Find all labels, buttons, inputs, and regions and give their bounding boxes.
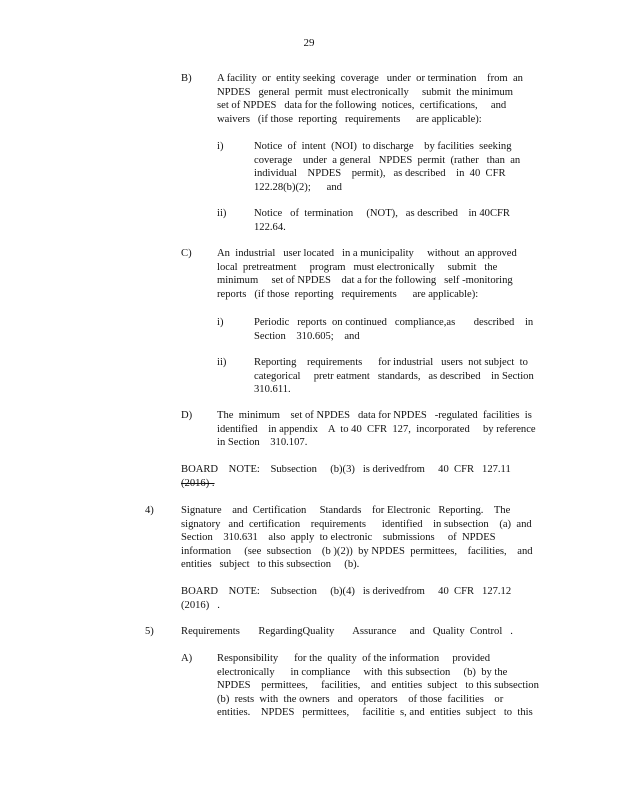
item-label: ii) — [217, 357, 227, 368]
item-label: 4) — [145, 505, 154, 516]
text-line: electronically in compliance with this subsection (b) by the — [217, 666, 508, 678]
text-line: A facility or entity seeking coverage under or termination from an — [217, 73, 523, 84]
item-text — [254, 207, 544, 234]
item-label: 5) — [145, 626, 154, 637]
text-line: 122.28(b)(2); and — [254, 181, 342, 193]
text-line: Section 310.605; and — [254, 330, 360, 342]
text-line: Notice of intent (NOI) to discharge by facilities seeking — [254, 141, 512, 152]
item-label: D) — [181, 410, 193, 421]
item-label: ii) — [217, 208, 227, 219]
item-label: i) — [217, 141, 224, 152]
text-line: local pretreatment program must electronically submit the — [217, 261, 498, 273]
text-line: information (see subsection (b )(2)) by NPDES permittees, facilities, and — [181, 545, 533, 557]
text-line: (2016) . — [181, 599, 220, 611]
item-text — [181, 625, 521, 639]
text-line: Responsibility for the quality of the information provided — [217, 653, 491, 664]
note-text — [181, 463, 521, 490]
item-text — [217, 652, 547, 720]
text-line: reports (if those reporting requirements are applicable): — [217, 288, 479, 300]
text-line: set of NPDES data for the following notices, certifications, and — [217, 100, 507, 111]
item-label: B) — [181, 73, 192, 84]
text-line: Section 310.631 also apply to electronic submissions of NPDES — [181, 532, 496, 543]
note-text — [181, 585, 521, 612]
text-line: waivers (if those reporting requirements are applicable): — [217, 113, 482, 125]
struck-text-line: (2016) . — [181, 477, 215, 489]
item-label: A) — [181, 653, 193, 664]
item-text — [217, 72, 547, 126]
text-line: identified in appendix A to 40 CFR 127, incorporated by reference — [217, 423, 536, 435]
item-text — [181, 504, 531, 572]
item-text — [217, 247, 547, 301]
text-line: 122.64. — [254, 221, 286, 233]
text-line: entities. NPDES permittees, facilitie s, and entities subject to this — [217, 707, 533, 718]
item-text — [217, 409, 547, 450]
text-line: The minimum set of NPDES data for NPDES -regulated facilities is — [217, 410, 532, 421]
item-text — [254, 316, 544, 343]
text-line: individual NPDES permit), as described in 40 CFR — [254, 168, 506, 179]
page-number: 29 — [303, 37, 315, 49]
text-line: coverage under a general NPDES permit (rather than an — [254, 154, 521, 166]
text-line: Notice of termination (NOT), as described in 40CFR — [254, 208, 510, 219]
text-line: categorical pretr eatment standards, as described in Section — [254, 370, 534, 382]
text-line: Reporting requirements for industrial users not subject to — [254, 357, 528, 368]
text-line: signatory and certification requirements identified in subsection (a) and — [181, 518, 532, 530]
text-line: (b) rests with the owners and operators of those facilities or — [217, 693, 504, 705]
text-line: An industrial user located in a municipality without an approved — [217, 248, 517, 259]
text-line: minimum set of NPDES dat a for the following self -monitoring — [217, 275, 513, 286]
text-line: Signature and Certification Standards for Electronic Reporting. The — [181, 505, 511, 516]
text-line: NPDES permittees, facilities, and entities subject to this subsection — [217, 680, 539, 691]
text-line: BOARD NOTE: Subsection (b)(3) is derivedfrom 40 CFR 127.11 — [181, 464, 511, 475]
item-label: C) — [181, 248, 192, 259]
item-text — [254, 356, 544, 397]
text-line: entities subject to this subsection (b). — [181, 559, 360, 570]
item-text — [254, 140, 544, 194]
text-line: NPDES general permit must electronically submit the minimum — [217, 86, 513, 98]
text-line: 310.611. — [254, 384, 291, 395]
text-line: in Section 310.107. — [217, 437, 308, 448]
text-line: Requirements RegardingQuality Assurance and Quality Control . — [181, 626, 513, 637]
item-label: i) — [217, 317, 224, 328]
text-line: Periodic reports on continued compliance,as described in — [254, 317, 534, 328]
text-line: BOARD NOTE: Subsection (b)(4) is derivedfrom 40 CFR 127.12 — [181, 586, 512, 597]
